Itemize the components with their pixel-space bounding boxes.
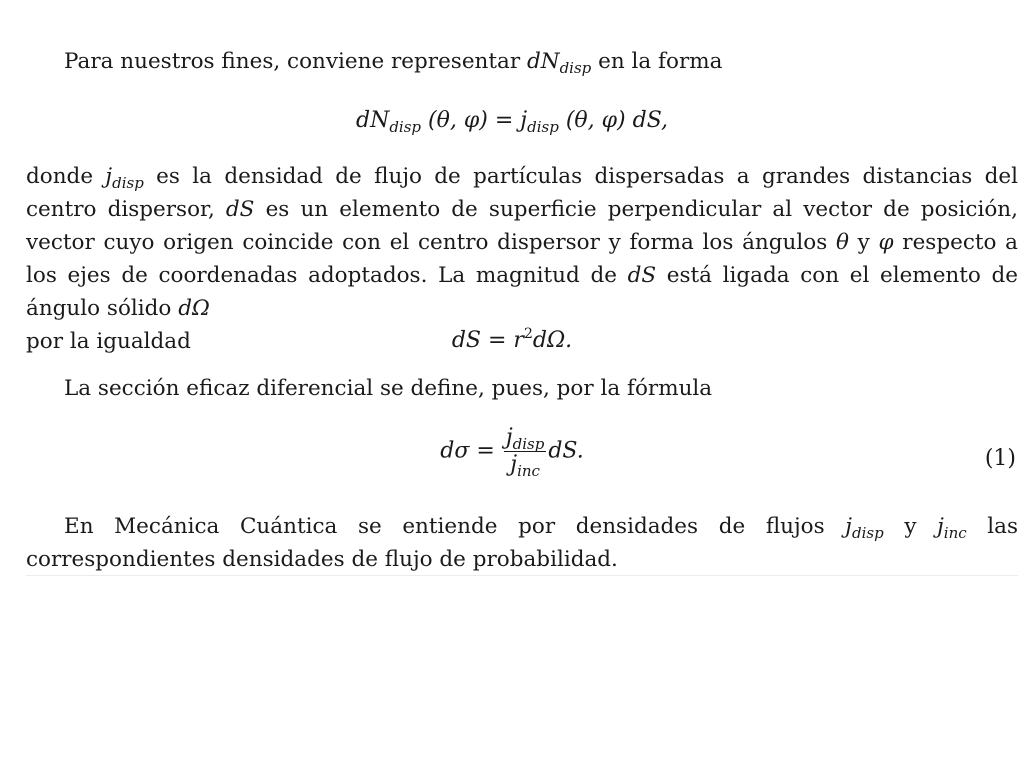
- p2-ds2: dS: [627, 263, 657, 288]
- eq-flux-lhs: dN: [355, 108, 390, 133]
- eq-flux-lhs-sub: disp: [389, 118, 422, 136]
- p2-theta: θ: [835, 230, 849, 255]
- p2-j: j: [105, 164, 113, 189]
- p4-t2: las correspondientes densidades de flujo de probabilidad.: [26, 514, 1019, 572]
- p4-j1-sub: disp: [851, 524, 884, 542]
- p4-y: y: [904, 514, 917, 539]
- equation-flux: [0, 104, 1024, 138]
- eq-area-tail: dΩ.: [532, 328, 573, 353]
- eq-flux-tail: dS,: [632, 108, 668, 133]
- p2-t3: es un elemento de superficie perpendicular al vector de posición, vector cuyo origen coincide con el centro dispersor y forma los ángulos: [26, 197, 1018, 255]
- eq-area-equals: =: [487, 328, 507, 353]
- p2-domega: dΩ: [178, 296, 210, 321]
- p4-j2: j: [937, 514, 944, 539]
- closing-paragraph: [26, 510, 1018, 576]
- p2-j-sub: disp: [112, 174, 144, 192]
- equation-number: (1): [984, 446, 1016, 471]
- p2-t2: es la densidad de flujo de partículas dispersadas a grandes distancias del centro dispersor,: [26, 164, 1018, 222]
- p2-phi: φ: [878, 230, 894, 255]
- eq-area-lhs: dS: [451, 328, 481, 353]
- eq-sigma-fraction: [504, 425, 547, 478]
- eq-area-exp: 2: [523, 326, 533, 342]
- intro-paragraph: [26, 45, 1018, 78]
- eq-flux-j-sub: disp: [527, 118, 559, 136]
- p3-text: La sección eficaz diferencial se define, pues, por la fórmula: [64, 376, 713, 401]
- eq-area-r: r: [513, 328, 524, 353]
- eq-sigma-numerator: [504, 425, 547, 452]
- intro-after: en la forma: [598, 49, 723, 74]
- eq-sigma-denominator: [504, 452, 547, 478]
- intro-text: Para nuestros fines, conviene representar: [64, 49, 521, 74]
- p2-ds: dS: [225, 197, 255, 222]
- p2-y: y: [857, 230, 870, 255]
- eq-sigma-lhs: dσ: [440, 438, 470, 464]
- p2-t4: respecto a los ejes de coordenadas adoptados. La magnitud de: [26, 230, 1018, 288]
- sigma-intro-paragraph: [26, 372, 1018, 405]
- equation-area: [0, 324, 1024, 358]
- eq-sigma-num-j: j: [505, 425, 513, 450]
- eq-flux-j: j: [520, 108, 528, 133]
- eq-sigma-equals: =: [476, 438, 495, 464]
- p2-t6: por la igualdad: [26, 329, 191, 354]
- page-bottom-rule: [26, 575, 1018, 576]
- eq-sigma-num-sub: disp: [512, 435, 545, 453]
- p4-t1: En Mecánica Cuántica se entiende por densidades de flujos: [64, 514, 825, 539]
- p4-j1: j: [845, 514, 852, 539]
- eq-flux-args-2: (θ, φ): [565, 108, 626, 133]
- equation-sigma: [0, 425, 1024, 478]
- p2-t1: donde: [26, 164, 94, 189]
- p4-j2-sub: inc: [943, 524, 967, 542]
- intro-var-sub: disp: [559, 59, 592, 77]
- intro-var: dN: [526, 49, 560, 74]
- eq-flux-equals: =: [494, 108, 514, 133]
- eq-sigma-den-sub: inc: [517, 462, 540, 480]
- eq-flux-args-1: (θ, φ): [428, 108, 488, 133]
- eq-sigma-den-j: j: [510, 452, 518, 477]
- eq-sigma-tail: dS.: [548, 438, 584, 464]
- p2-t5: está ligada con el elemento de ángulo sólido: [26, 263, 1018, 321]
